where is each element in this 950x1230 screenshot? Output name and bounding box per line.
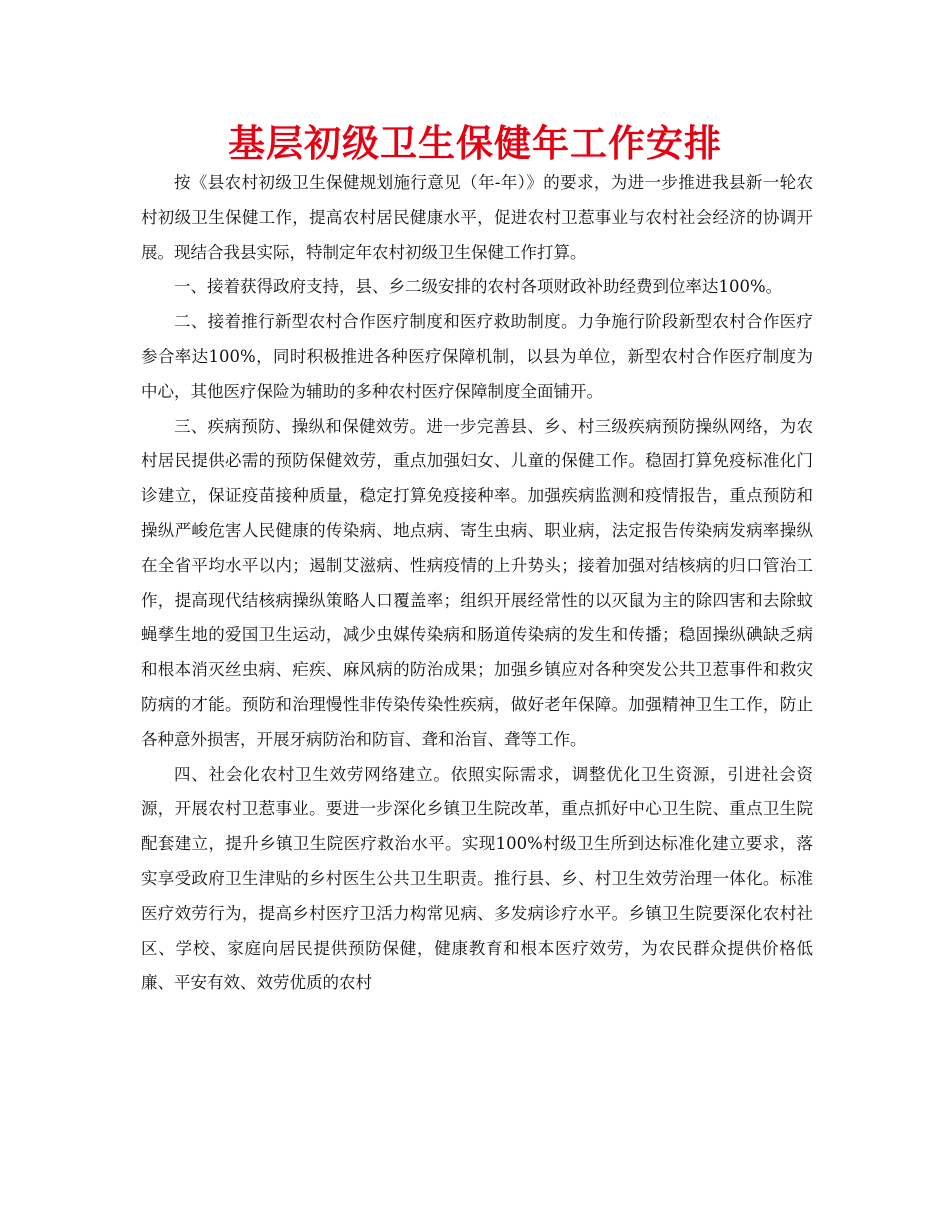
paragraph-section-2: 二、接着推行新型农村合作医疗制度和医疗救助制度。力争施行阶段新型农村合作医疗参合率达100%，同时积极推进各种医疗保障机制，以县为单位，新型农村合作医疗制度为中心，其他医疗保险为辅助的多种农村医疗保障制度全面铺开。 [141,312,813,401]
document-body [141,166,813,1001]
paragraph-intro: 按《县农村初级卫生保健规划施行意见（年-年）》的要求，为进一步推进我县新一轮农村初级卫生保健工作，提高农村居民健康水平，促进农村卫惹事业与农村社会经济的协调开展。现结合我县实际，特制定年农村初级卫生保健工作打算。 [141,173,813,262]
paragraph-section-1: 一、接着获得政府支持，县、乡二级安排的农村各项财政补助经费到位率达100%。 [174,277,783,297]
paragraph-section-3: 三、疾病预防、操纵和保健效劳。进一步完善县、乡、村三级疾病预防操纵网络，为农村居民提供必需的预防保健效劳，重点加强妇女、儿童的保健工作。稳固打算免疫标准化门诊建立，保证疫苗接种质量，稳定打算免疫接种率。加强疾病监测和疫情报告，重点预防和操纵严峻危害人民健康的传染病、地点病、寄生虫病、职业病，法定报告传染病发病率操纵在全省平均水平以内；遏制艾滋病、性病疫情的上升势头；接着加强对结核病的归口管治工作，提高现代结核病操纵策略人口覆盖率；组织开展经常性的以灭鼠为主的除四害和去除蚊蝇孳生地的爱国卫生运动，减少虫媒传染病和肠道传染病的发生和传播；稳固操纵碘缺乏病和根本消灭丝虫病、疟疾、麻风病的防治成果；加强乡镇应对各种突发公共卫惹事件和救灾防病的才能。预防和治理慢性非传染传染性疾病，做好老年保障。加强精神卫生工作，防止各种意外损害，开展牙病防治和防盲、聋和治盲、聋等工作。 [141,416,813,749]
document-title: 基层初级卫生保健年工作安排 [228,122,722,165]
paragraph-section-4: 四、社会化农村卫生效劳网络建立。依照实际需求，调整优化卫生资源，引进社会资源，开展农村卫惹事业。要进一步深化乡镇卫生院改革，重点抓好中心卫生院、重点卫生院配套建立，提升乡镇卫生院医疗救治水平。实现100%村级卫生所到达标准化建立要求，落实享受政府卫生津贴的乡村医生公共卫生职责。推行县、乡、村卫生效劳治理一体化。标准医疗效劳行为，提高乡村医疗卫活力构常见病、多发病诊疗水平。乡镇卫生院要深化农村社区、学校、家庭向居民提供预防保健，健康教育和根本医疗效劳，为农民群众提供价格低廉、平安有效、效劳优质的农村 [141,764,813,993]
